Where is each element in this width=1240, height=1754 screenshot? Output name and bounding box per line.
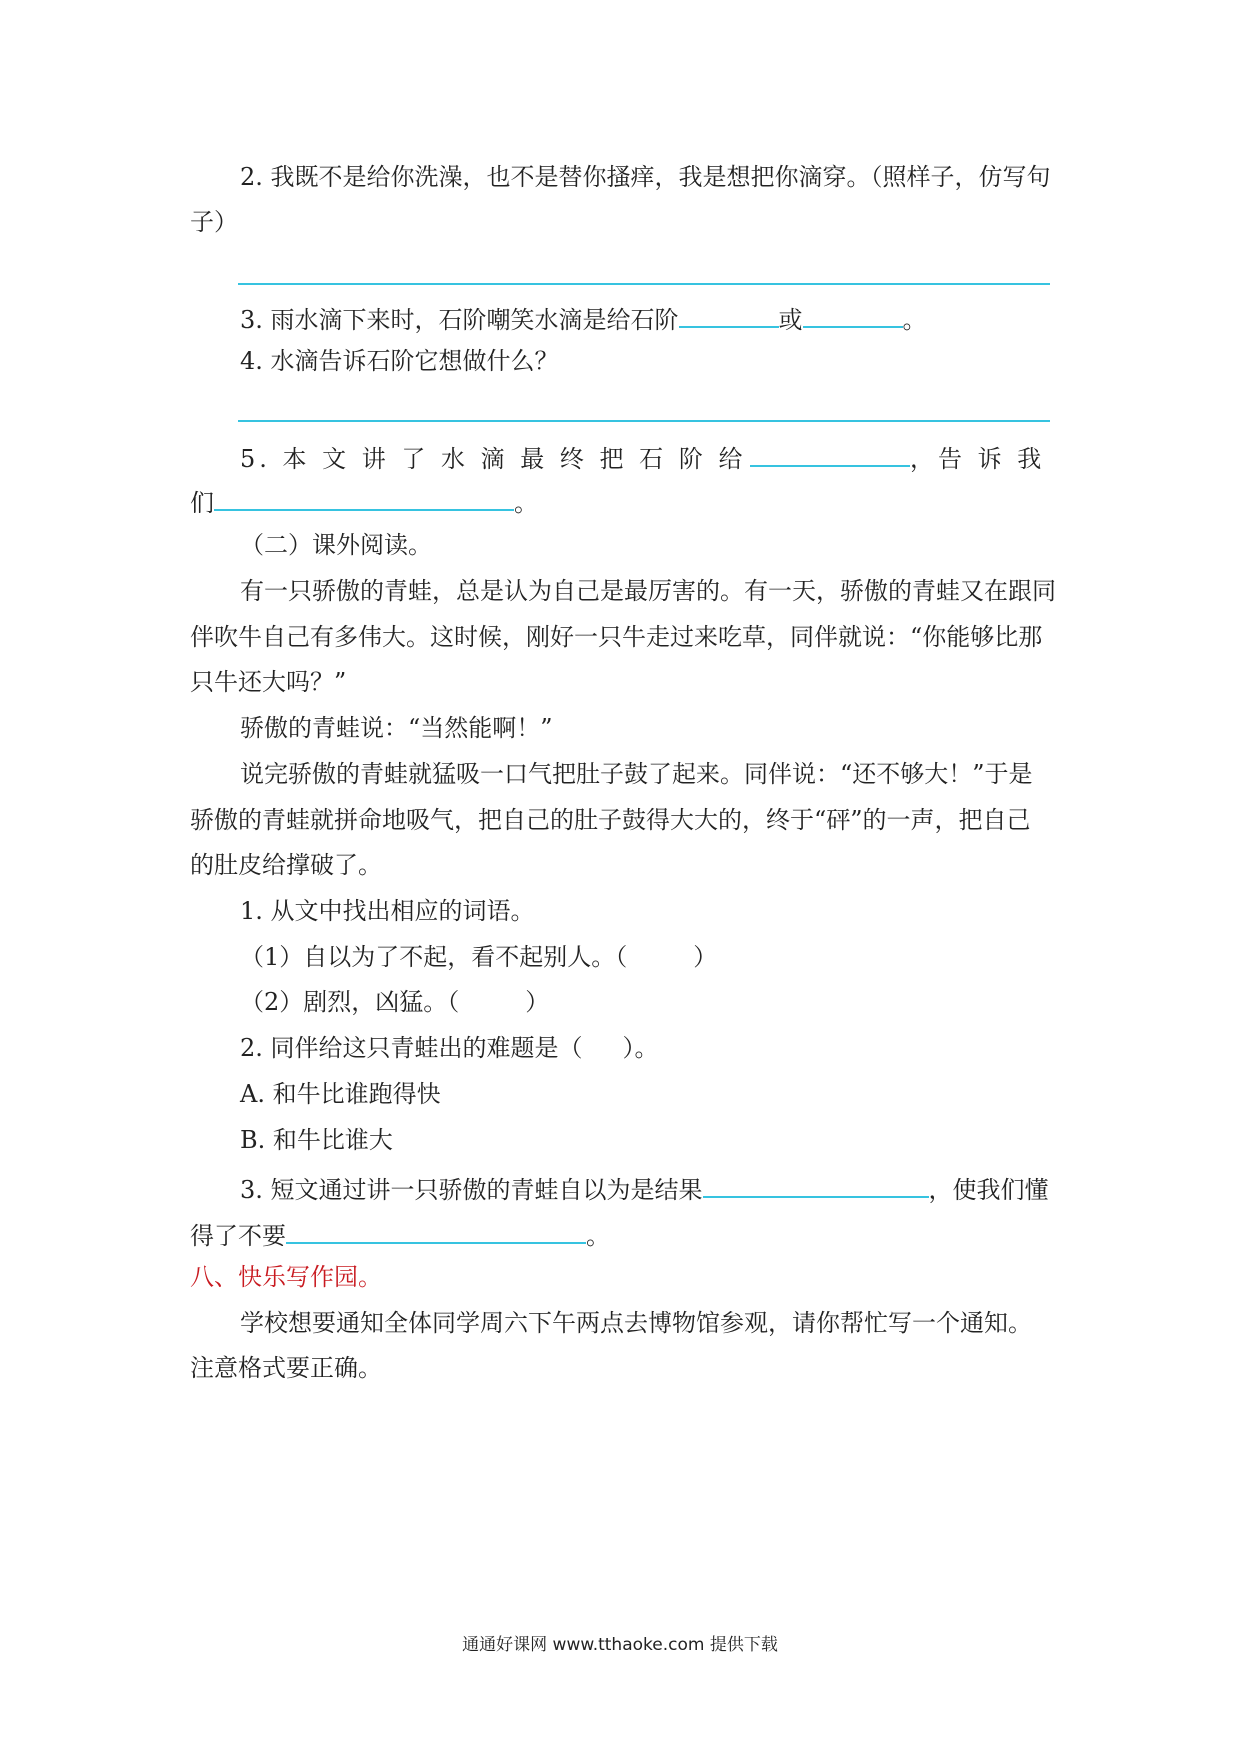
q5-blank-2[interactable]	[214, 481, 514, 511]
reading-q3-line1	[240, 1168, 1050, 1207]
passage-p3-l2: 骄傲的青蛙就拼命地吸气，把自己的肚子鼓得大大的，终于“砰”的一声，把自己	[190, 806, 1031, 834]
option-b: B. 和牛比谁大	[240, 1126, 393, 1154]
q5-text-2: ，告 诉 我	[910, 445, 1046, 473]
passage-p2: 骄傲的青蛙说：“当然能啊！”	[240, 714, 553, 742]
q4-answer-line[interactable]	[238, 420, 1050, 422]
q3-text: 3. 雨水滴下来时，石阶嘲笑水滴是给石阶	[240, 306, 679, 334]
q3-text-c: 得了不要	[190, 1222, 286, 1250]
q5-line2	[190, 481, 1050, 520]
q3-end: 。	[902, 306, 927, 334]
q3-or: 或	[778, 306, 803, 334]
q3-blank-1[interactable]	[679, 298, 779, 328]
section-eight-heading: 八、快乐写作园。	[190, 1263, 382, 1291]
q2-line2: 子）	[190, 208, 238, 236]
q1-1-end: ）	[693, 943, 718, 971]
q2-end: ）。	[622, 1034, 659, 1062]
q3-line	[240, 298, 1050, 337]
footer-source: 通通好课网 www.tthaoke.com 提供下载	[462, 1635, 778, 1655]
q5-text: 5. 本 文 讲 了 水 滴 最 终 把 石 阶 给	[240, 445, 747, 473]
q1-2-end: ）	[525, 988, 550, 1016]
q2-line1: 2. 我既不是给你洗澡，也不是替你搔痒，我是想把你滴穿。（照样子，仿写句	[240, 163, 1051, 191]
q5-blank-1[interactable]	[750, 437, 910, 467]
q3-blank-lesson[interactable]	[286, 1214, 586, 1244]
q3-blank-result[interactable]	[703, 1168, 929, 1198]
q3-blank-2[interactable]	[803, 298, 903, 328]
q1-1-text: （1）自以为了不起，看不起别人。（	[240, 943, 628, 971]
q5-end: 。	[514, 489, 538, 517]
writing-task-l2: 注意格式要正确。	[190, 1354, 382, 1382]
reading-q3-line2	[190, 1214, 1050, 1253]
passage-p3-l3: 的肚皮给撑破了。	[190, 851, 382, 879]
q3-text-a: 3. 短文通过讲一只骄傲的青蛙自以为是结果	[240, 1176, 703, 1204]
q3-end: 。	[586, 1222, 610, 1250]
q2-answer-line[interactable]	[238, 283, 1050, 285]
passage-p1-l1: 有一只骄傲的青蛙，总是认为自己是最厉害的。有一天，骄傲的青蛙又在跟同	[240, 577, 1056, 605]
writing-task-l1: 学校想要通知全体同学周六下午两点去博物馆参观，请你帮忙写一个通知。	[240, 1309, 1032, 1337]
reading-q1: 1. 从文中找出相应的词语。	[240, 897, 535, 925]
reading-heading: （二）课外阅读。	[240, 531, 432, 559]
passage-p3-l1: 说完骄傲的青蛙就猛吸一口气把肚子鼓了起来。同伴说：“还不够大！”于是	[240, 760, 1033, 788]
q3-text-b: ，使我们懂	[928, 1176, 1049, 1204]
q5-line1	[240, 437, 1050, 476]
q1-2-text: （2）剧烈，凶猛。（	[240, 988, 460, 1016]
passage-p1-l3: 只牛还大吗？”	[190, 668, 347, 696]
reading-q2	[240, 1031, 1050, 1065]
q5-text-3: 们	[190, 489, 214, 517]
option-a: A. 和牛比谁跑得快	[240, 1080, 441, 1108]
q4-line: 4. 水滴告诉石阶它想做什么？	[240, 347, 559, 375]
reading-q1-2	[240, 985, 1050, 1019]
reading-q1-1	[240, 940, 1050, 974]
q2-text: 2. 同伴给这只青蛙出的难题是（	[240, 1034, 583, 1062]
passage-p1-l2: 伴吹牛自己有多伟大。这时候，刚好一只牛走过来吃草，同伴就说：“你能够比那	[190, 623, 1043, 651]
